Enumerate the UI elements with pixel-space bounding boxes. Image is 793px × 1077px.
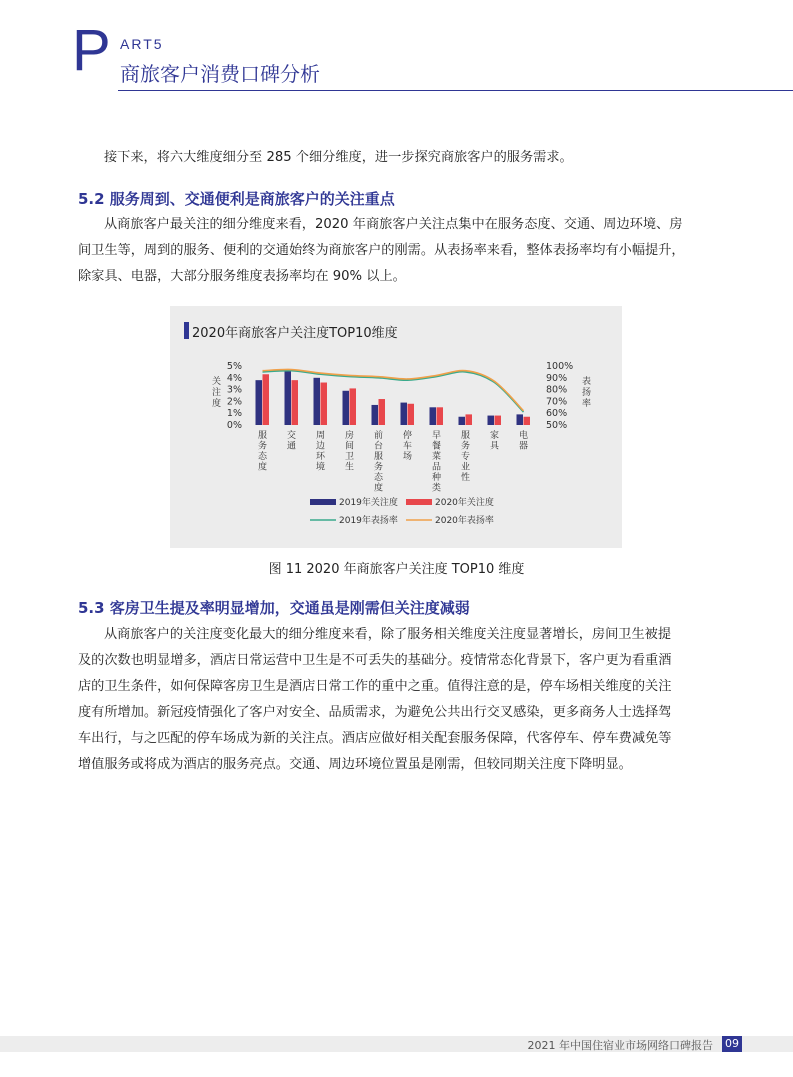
bar-2019: [343, 391, 350, 425]
intro-paragraph: 接下来，将六大维度细分至 285 个细分维度，进一步探究商旅客户的服务需求。: [104, 150, 573, 165]
paragraph-line: 从商旅客户最关注的细分维度来看，2020 年商旅客户关注点集中在服务态度、交通、周边环境、房: [104, 217, 683, 232]
line-series: [263, 369, 524, 412]
bar-2020: [437, 407, 444, 425]
part-label: ART5: [120, 36, 164, 52]
bar-2019: [459, 417, 466, 425]
bar-2020: [524, 417, 531, 425]
y2-tick-label: 50%: [546, 420, 568, 431]
paragraph-line: 增值服务或将成为酒店的服务亮点。交通、周边环境位置虽是刚需，但较同期关注度下降明显。: [78, 757, 632, 772]
x-axis-labels: [258, 429, 528, 494]
footer-report-title: 2021 年中国住宿业市场网络口碑报告: [527, 1039, 713, 1052]
y-tick-label: 3%: [226, 384, 242, 396]
bar-2020: [379, 399, 386, 425]
y2-tick-label: 70%: [546, 396, 568, 408]
chapter-title: 商旅客户消费口碑分析: [120, 62, 320, 86]
bar-2019: [488, 416, 495, 425]
y-tick-label: 2%: [226, 396, 242, 408]
x-tick-label: 服务专业性: [460, 431, 471, 483]
x-tick-label: 周边环境: [315, 431, 326, 473]
y2-axis-label-char: 扬: [582, 388, 592, 398]
section-5-3-paragraph: [78, 622, 718, 778]
x-tick-label: 服务态度: [257, 431, 268, 473]
line-2019: [263, 371, 524, 412]
section-5-3-heading: 5.3 客房卫生提及率明显增加，交通虽是刚需但关注度减弱: [78, 599, 470, 617]
y-tick-label: 0%: [226, 420, 242, 431]
paragraph-line: 度有所增加。新冠疫情强化了客户对安全、品质需求，为避免公共出行交叉感染，更多商务人士选择驾: [78, 705, 672, 720]
legend-swatch: [406, 499, 432, 505]
y-axis-label-char: 关: [212, 377, 222, 387]
x-tick-label: 停车场: [402, 431, 413, 462]
bar-2019: [517, 414, 524, 425]
paragraph-line: 及的次数也明显增多，酒店日常运营中卫生是不可丢失的基础分。疫情常态化背景下，客户更为看重酒: [78, 653, 672, 668]
y2-tick-label: 90%: [546, 372, 568, 384]
paragraph-line: 除家具、电器，大部分服务维度表扬率均在 90% 以上。: [78, 269, 406, 284]
y2-axis-label: [582, 375, 591, 409]
paragraph-line: 间卫生等，周到的服务、便利的交通始终为商旅客户的刚需。从表扬率来看，整体表扬率均有小幅提升，: [78, 243, 685, 258]
bar-2020: [466, 414, 473, 425]
x-tick-label: 电器: [518, 431, 529, 452]
bar-2020: [321, 383, 328, 425]
part-letter: P: [72, 18, 111, 83]
paragraph-line: 从商旅客户的关注度变化最大的细分维度来看，除了服务相关维度关注度显著增长，房间卫生被提: [104, 627, 672, 642]
bar-2019: [430, 407, 437, 425]
bar-2019: [256, 380, 263, 425]
bar-2020: [408, 404, 415, 425]
x-tick-label: 家具: [489, 431, 500, 452]
chart-title: 2020年商旅客户关注度TOP10维度: [192, 326, 398, 341]
y2-tick-label: 80%: [546, 384, 568, 396]
y2-tick-label: 60%: [546, 408, 568, 420]
y2-tick-label: 100%: [546, 361, 574, 372]
y2-axis-label-char: 率: [582, 399, 592, 409]
section-5-2-paragraph: [78, 212, 718, 290]
y-axis-ticks: [227, 361, 242, 431]
y-tick-label: 5%: [226, 361, 242, 372]
y-axis-label-char: 注: [212, 388, 222, 398]
bar-2019: [314, 378, 321, 425]
x-tick-label: 交通: [286, 431, 297, 452]
legend-label: 2020年表扬率: [435, 516, 494, 526]
figure-caption: 图 11 2020 年商旅客户关注度 TOP10 维度: [268, 562, 525, 577]
attention-chart: [170, 306, 622, 548]
y2-axis-label-char: 表: [582, 377, 592, 387]
section-5-2-heading: 5.2 服务周到、交通便利是商旅客户的关注重点: [78, 190, 395, 208]
header-divider: [118, 90, 793, 91]
y-tick-label: 4%: [226, 372, 242, 384]
page-number: 09: [722, 1036, 742, 1052]
bar-2020: [350, 388, 357, 425]
bar-2020: [263, 374, 270, 425]
y-axis-label: [212, 375, 221, 409]
legend-label: 2019年表扬率: [339, 516, 398, 526]
chart-legend: [310, 496, 494, 526]
x-tick-label: 早餐菜品种类: [431, 431, 442, 494]
y2-axis-ticks: [546, 361, 573, 431]
y-tick-label: 1%: [226, 408, 242, 420]
bar-2019: [401, 403, 408, 425]
bar-2019: [372, 405, 379, 425]
legend-label: 2020年关注度: [435, 498, 494, 508]
y-axis-label-char: 度: [212, 399, 222, 409]
bar-2019: [285, 371, 292, 425]
bar-2020: [495, 416, 502, 425]
paragraph-line: 车出行，与之匹配的停车场成为新的关注点。酒店应做好相关配套服务保障，代客停车、停车费减免等: [78, 731, 672, 746]
line-2020: [263, 369, 524, 410]
bar-2020: [292, 380, 299, 425]
legend-label: 2019年关注度: [339, 498, 398, 508]
legend-swatch: [310, 499, 336, 505]
paragraph-line: 店的卫生条件，如何保障客房卫生是酒店日常工作的重中之重。值得注意的是，停车场相关维度的关注: [78, 679, 672, 694]
x-tick-label: 房间卫生: [344, 431, 355, 473]
x-tick-label: 前台服务态度: [373, 431, 384, 494]
